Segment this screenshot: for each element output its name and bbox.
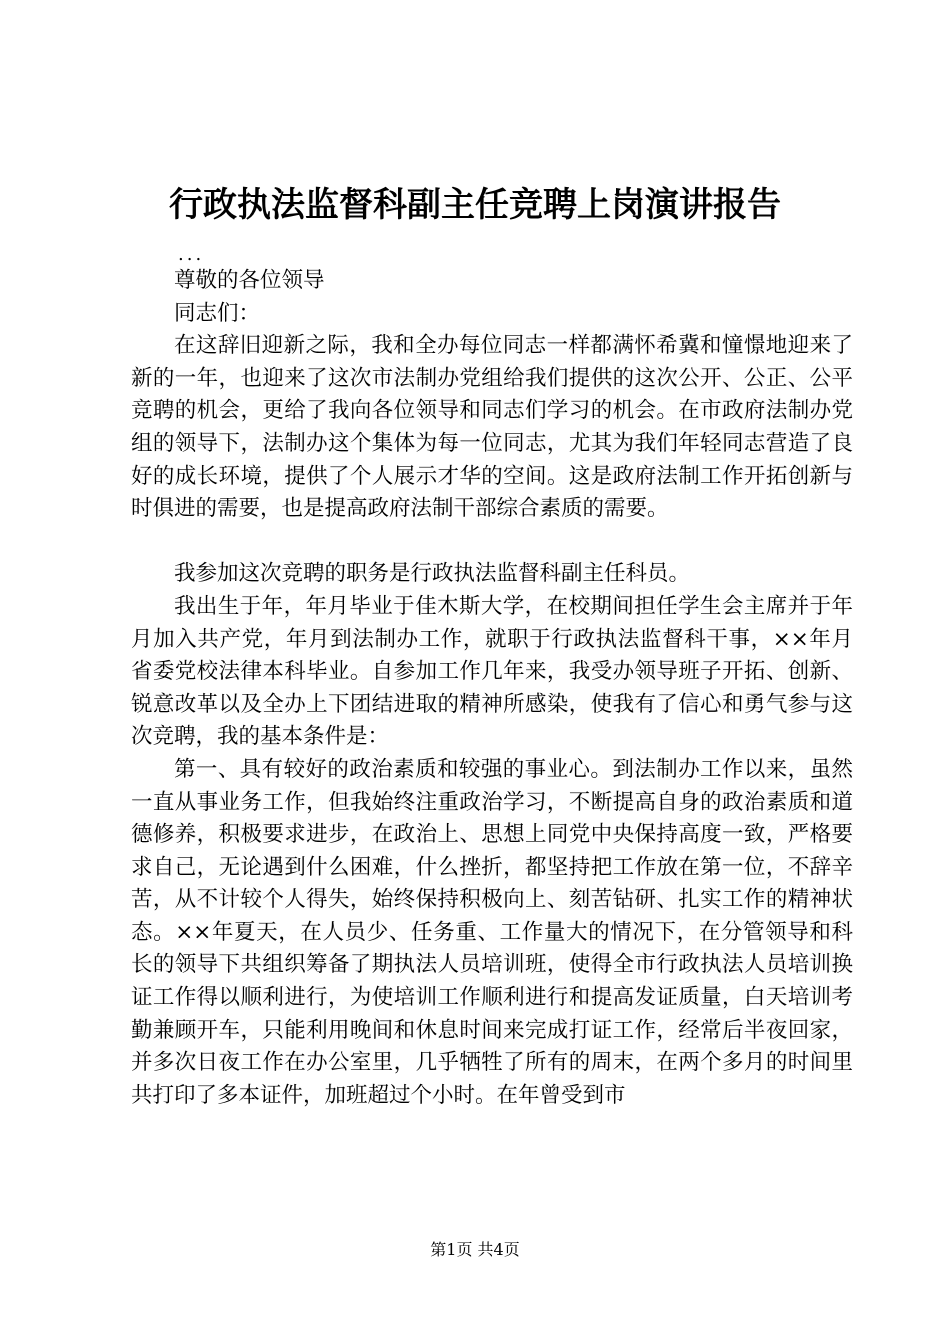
document-body: [131, 265, 853, 1112]
body-paragraph: 我出生于年，年月毕业于佳木斯大学，在校期间担任学生会主席并于年月加入共产党，年月到法制办工作，就职于行政执法监督科干事，××年月省委党校法律本科毕业。自参加工作几年来，我受办领导班子开拓、创新、锐意改革以及全办上下团结进取的精神所感染，使我有了信心和勇气参与这次竞聘，我的基本条件是：: [131, 593, 853, 750]
ellipsis-marker: ...: [178, 244, 205, 265]
body-paragraph: 我参加这次竞聘的职务是行政执法监督科副主任科员。: [174, 561, 691, 587]
body-paragraph: 第一、具有较好的政治素质和较强的事业心。到法制办工作以来，虽然一直从事业务工作，但我始终注重政治学习，不断提高自身的政治素质和道德修养，积极要求进步，在政治上、思想上同党中央保持高度一致，严格要求自己，无论遇到什么困难，什么挫折，都坚持把工作放在第一位，不辞辛苦，从不计较个人得失，始终保持积极向上、刻苦钻研、扎实工作的精神状态。××年夏天，在人员少、任务重、工作量大的情况下，在分管领导和科长的领导下共组织筹备了期执法人员培训班，使得全市行政执法人员培训换证工作得以顺利进行，为使培训工作顺利进行和提高发证质量，白天培训考勤兼顾开车，只能利用晚间和休息时间来完成打证工作，经常后半夜回家，并多次日夜工作在办公室里，几乎牺牲了所有的周末，在两个多月的时间里共打印了多本证件，加班超过个小时。在年曾受到市: [131, 756, 853, 1108]
salutation-line: 尊敬的各位领导: [174, 268, 325, 293]
salutation-line: 同志们：: [174, 300, 261, 326]
page-footer: 第1页 共4页: [430, 1240, 520, 1259]
body-paragraph: 在这辞旧迎新之际，我和全办每位同志一样都满怀希冀和憧憬地迎来了新的一年，也迎来了这次市法制办党组给我们提供的这次公开、公正、公平竞聘的机会，更给了我向各位领导和同志们学习的机会。在市政府法制办党组的领导下，法制办这个集体为每一位同志，尤其为我们年轻同志营造了良好的成长环境，提供了个人展示才华的空间。这是政府法制工作开拓创新与时俱进的需要，也是提高政府法制干部综合素质的需要。: [131, 333, 853, 522]
document-title: 行政执法监督科副主任竞聘上岗演讲报告: [169, 185, 781, 225]
